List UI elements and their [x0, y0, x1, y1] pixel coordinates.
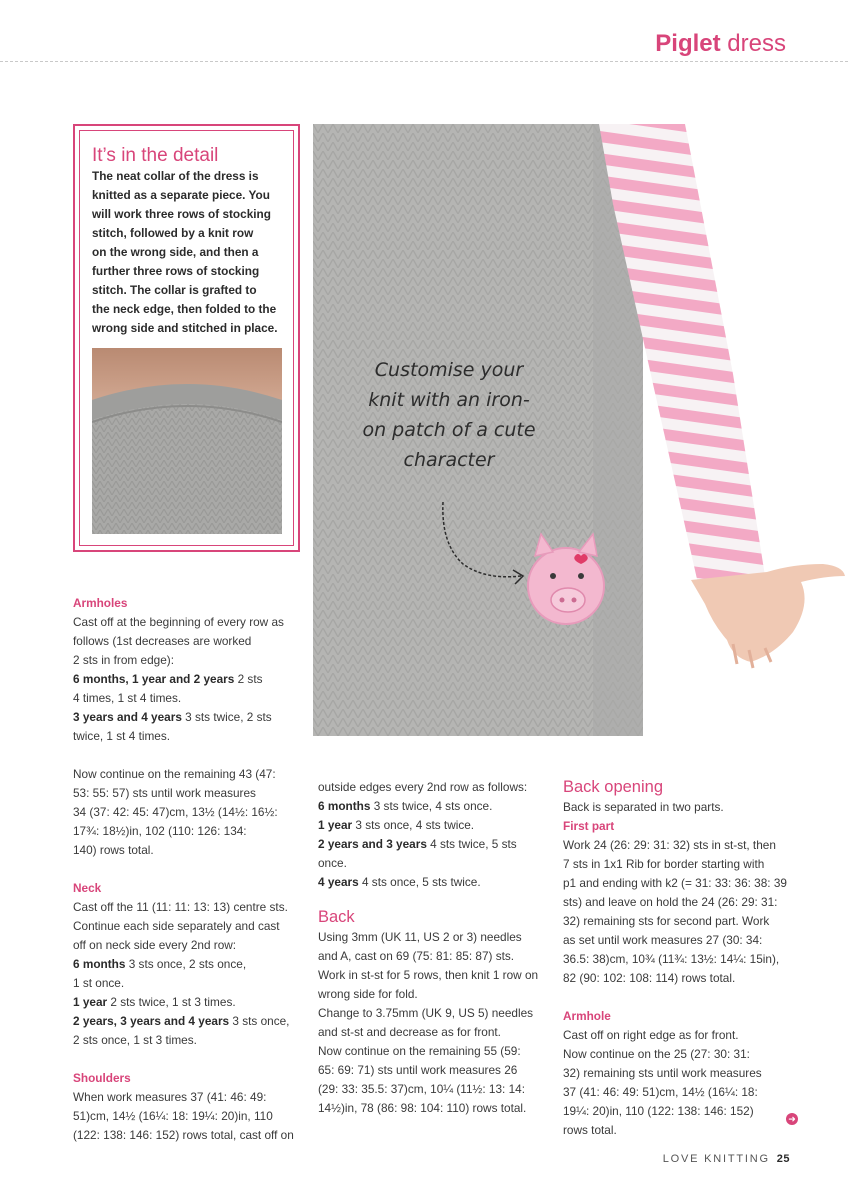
text-line: Cast off on right edge as for front.	[563, 1028, 739, 1042]
text-line: 36.5: 38)cm, 10¾ (11¾: 13½: 14¼: 15in),	[563, 952, 780, 966]
text-line: twice, 1 st 4 times.	[73, 729, 171, 743]
header-divider	[0, 61, 848, 62]
shoulders-heading: Shoulders	[73, 1071, 131, 1085]
text-line: 1 year 2 sts twice, 1 st 3 times.	[73, 995, 236, 1009]
text-line: 1 year 3 sts once, 4 sts twice.	[318, 818, 475, 832]
text-line: Now continue on the remaining 43 (47:	[73, 767, 276, 781]
text-line: 32) remaining sts for second part. Work	[563, 914, 770, 928]
text-line: as set until work measures 27 (30: 34:	[563, 933, 763, 947]
detail-line: further three rows of stocking	[92, 264, 260, 278]
armhole-heading: Armhole	[563, 1009, 611, 1023]
detail-text	[92, 167, 287, 338]
first-part-heading: First part	[563, 819, 615, 833]
text-line: 6 months 3 sts twice, 4 sts once.	[318, 799, 493, 813]
text-line: outside edges every 2nd row as follows:	[318, 780, 528, 794]
text-line: 82 (90: 102: 108: 114) rows total.	[563, 971, 736, 985]
detail-line: stitch. The collar is grafted to	[92, 283, 257, 297]
callout-line: knit with an iron-	[368, 389, 530, 411]
title-bold: Piglet	[655, 30, 721, 57]
text-line: and st-st and decrease as for front.	[318, 1025, 501, 1039]
text-line: Now continue on the 25 (27: 30: 31:	[563, 1047, 750, 1061]
text-line: When work measures 37 (41: 46: 49:	[73, 1090, 267, 1104]
back-opening-heading: Back opening	[563, 778, 663, 796]
column-1	[73, 594, 313, 1145]
callout-line: Customise your	[374, 359, 524, 381]
text-line: (29: 33: 35.5: 37)cm, 10¼ (11½: 13: 14:	[318, 1082, 526, 1096]
text-line: Back is separated in two parts.	[563, 800, 724, 814]
detail-line: will work three rows of stocking	[92, 207, 271, 221]
text-line: 4 times, 1 st 4 times.	[73, 691, 182, 705]
text-line: 32) remaining sts until work measures	[563, 1066, 762, 1080]
text-line: 65: 69: 71) sts until work measures 26	[318, 1063, 518, 1077]
text-line: 34 (37: 42: 45: 47)cm, 13½ (14½: 16½:	[73, 805, 278, 819]
text-line: Using 3mm (UK 11, US 2 or 3) needles	[318, 930, 522, 944]
text-line: off on neck side every 2nd row:	[73, 938, 237, 952]
detail-line: the neck edge, then folded to the	[92, 302, 277, 316]
detail-line: The neat collar of the dress is	[92, 169, 259, 183]
text-line: 2 sts in from edge):	[73, 653, 174, 667]
text-line: 17¾: 18½)in, 102 (110: 126: 134:	[73, 824, 247, 838]
back-heading: Back	[318, 908, 355, 926]
callout-line: character	[403, 449, 495, 471]
text-line: Now continue on the remaining 55 (59:	[318, 1044, 521, 1058]
text-line: 2 years, 3 years and 4 years 3 sts once,	[73, 1014, 290, 1028]
title-rest: dress	[720, 30, 786, 57]
text-line: 2 sts once, 1 st 3 times.	[73, 1033, 197, 1047]
text-line: once.	[318, 856, 347, 870]
text-line: 19¼: 20)in, 110 (122: 138: 146: 152)	[563, 1104, 754, 1118]
text-line: Continue each side separately and cast	[73, 919, 280, 933]
text-line: 7 sts in 1x1 Rib for border starting with	[563, 857, 765, 871]
column-2	[318, 778, 558, 1118]
page-number: 25	[776, 1153, 790, 1165]
text-line: 6 months 3 sts once, 2 sts once,	[73, 957, 247, 971]
magazine-name: LOVE KNITTING	[662, 1153, 770, 1165]
detail-line: stitch, followed by a knit row	[92, 226, 254, 240]
pig-patch-icon	[528, 534, 604, 624]
text-line: (122: 138: 146: 152) rows total, cast off on	[73, 1128, 294, 1142]
text-line: 53: 55: 57) sts until work measures	[73, 786, 256, 800]
detail-line: on the wrong side, and then a	[92, 245, 259, 259]
callout-line: on patch of a cute	[362, 419, 536, 441]
column-3	[563, 776, 803, 1140]
text-line: and A, cast on 69 (75: 81: 85: 87) sts.	[318, 949, 515, 963]
page-footer	[663, 1153, 790, 1165]
text-line: Cast off the 11 (11: 11: 13: 13) centre sts.	[73, 900, 288, 914]
text-line: 6 months, 1 year and 2 years 2 sts	[73, 672, 263, 686]
text-line: 3 years and 4 years 3 sts twice, 2 sts	[73, 710, 272, 724]
text-line: Change to 3.75mm (UK 9, US 5) needles	[318, 1006, 534, 1020]
detail-line: wrong side and stitched in place.	[92, 321, 278, 335]
collar-detail-photo	[92, 348, 282, 534]
armholes-heading: Armholes	[73, 596, 128, 610]
text-line: 4 years 4 sts once, 5 sts twice.	[318, 875, 481, 889]
text-line: 1 st once.	[73, 976, 125, 990]
dress-photo	[313, 124, 848, 736]
text-line: 140) rows total.	[73, 843, 154, 857]
text-line: Cast off at the beginning of every row as	[73, 615, 284, 629]
page-title	[655, 30, 786, 58]
detail-line: knitted as a separate piece. You	[92, 188, 270, 202]
text-line: 14½)in, 78 (86: 98: 104: 110) rows total.	[318, 1101, 527, 1115]
text-line: wrong side for fold.	[318, 987, 418, 1001]
text-line: 37 (41: 46: 49: 51)cm, 14½ (16¼: 18:	[563, 1085, 758, 1099]
text-line: follows (1st decreases are worked	[73, 634, 252, 648]
text-line: p1 and ending with k2 (= 31: 33: 36: 38: 39	[563, 876, 787, 890]
text-line: 51)cm, 14½ (16¼: 18: 19¼: 20)in, 110	[73, 1109, 273, 1123]
text-line: rows total.	[563, 1123, 617, 1137]
continue-arrow-icon: ➜	[786, 1113, 798, 1125]
neck-heading: Neck	[73, 881, 102, 895]
detail-heading: It’s in the detail	[92, 145, 219, 166]
text-line: Work 24 (26: 29: 31: 32) sts in st-st, then	[563, 838, 776, 852]
text-line: sts) and leave on hold the 24 (26: 29: 31:	[563, 895, 778, 909]
text-line: Work in st-st for 5 rows, then knit 1 row on	[318, 968, 539, 982]
text-line: 2 years and 3 years 4 sts twice, 5 sts	[318, 837, 517, 851]
